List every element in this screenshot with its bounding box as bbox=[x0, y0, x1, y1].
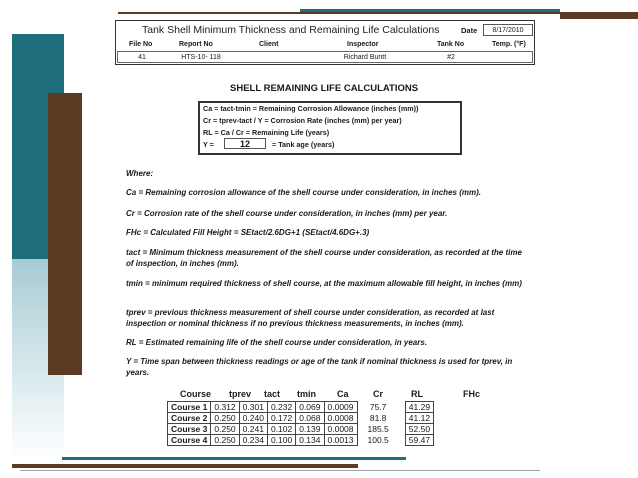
table-cell: Course 4 bbox=[168, 435, 211, 446]
th-cr: Cr bbox=[373, 389, 384, 399]
table-cell: 100.5 bbox=[367, 435, 389, 445]
def-rl: RL = Estimated remaining life of the shell course under consideration, in years. bbox=[126, 338, 428, 347]
table-cell: 75.7 bbox=[369, 402, 387, 412]
table-cell: 0.240 bbox=[239, 413, 267, 424]
col-client: Client bbox=[259, 41, 279, 48]
table-cell: 81.8 bbox=[369, 413, 387, 423]
table-cell: 0.312 bbox=[211, 402, 239, 413]
date-label: Date bbox=[461, 26, 478, 35]
th-rl: RL bbox=[411, 389, 423, 399]
table-row bbox=[168, 413, 434, 424]
side-brown-block bbox=[48, 93, 82, 375]
table-cell: 0.232 bbox=[267, 402, 295, 413]
table-cell: 0.0013 bbox=[324, 435, 357, 446]
table-cell: 0.250 bbox=[211, 424, 239, 435]
table-cell: 0.069 bbox=[296, 402, 324, 413]
file-no-value[interactable]: 41 bbox=[138, 54, 146, 61]
table-cell: 0.301 bbox=[239, 402, 267, 413]
table-cell: 0.068 bbox=[296, 413, 324, 424]
table-cell: 0.0009 bbox=[324, 402, 357, 413]
table-cell: 0.0008 bbox=[324, 413, 357, 424]
date-field[interactable]: 8/17/2010 bbox=[483, 24, 533, 36]
col-inspector: Inspector bbox=[347, 41, 379, 48]
th-tmin: tmin bbox=[297, 389, 316, 399]
col-report-no: Report No bbox=[179, 41, 213, 48]
tank-age-field[interactable]: 12 bbox=[224, 138, 266, 149]
table-cell: 0.250 bbox=[211, 413, 239, 424]
table-row bbox=[168, 402, 434, 413]
where-label: Where: bbox=[126, 169, 154, 178]
th-course: Course bbox=[180, 389, 212, 399]
th-fhc: FHc bbox=[463, 389, 481, 399]
table-row bbox=[168, 435, 434, 446]
th-ca: Ca bbox=[337, 389, 349, 399]
bottom-rule bbox=[20, 470, 540, 471]
col-file-no: File No bbox=[129, 41, 153, 48]
results-table bbox=[167, 401, 434, 446]
table-cell: 41.12 bbox=[405, 413, 433, 424]
table-cell: 0.241 bbox=[239, 424, 267, 435]
section-title: SHELL REMAINING LIFE CALCULATIONS bbox=[230, 83, 419, 94]
table-cell: 52.50 bbox=[405, 424, 433, 435]
tank-no-value[interactable]: #2 bbox=[447, 54, 455, 61]
bottom-brown-bar bbox=[12, 464, 358, 468]
th-tact: tact bbox=[264, 389, 281, 399]
report-no-value[interactable]: HTS-10- 118 bbox=[181, 54, 221, 61]
formula-rl: RL = Ca / Cr = Remaining Life (years) bbox=[203, 128, 330, 137]
def-y: Y = Time span between thickness readings or age of the tank if nominal thickness is used for tprev, in years. bbox=[126, 357, 513, 377]
table-row bbox=[168, 424, 434, 435]
table-cell: 185.5 bbox=[367, 424, 389, 434]
formula-y-desc: = Tank age (years) bbox=[272, 140, 335, 149]
table-cell: 59.47 bbox=[405, 435, 433, 446]
formula-ca: Ca = tact-tmin = Remaining Corrosion Allowance (inches (mm)) bbox=[203, 104, 419, 113]
inspector-value[interactable]: Richard Buntt bbox=[343, 54, 387, 61]
table-cell: 0.234 bbox=[239, 435, 267, 446]
table-cell: Course 3 bbox=[168, 424, 211, 435]
table-cell: 0.102 bbox=[267, 424, 295, 435]
table-cell: 0.172 bbox=[267, 413, 295, 424]
formula-y-label: Y = bbox=[203, 140, 214, 149]
table-cell: Course 1 bbox=[168, 402, 211, 413]
table-cell: Course 2 bbox=[168, 413, 211, 424]
def-ca: Ca = Remaining corrosion allowance of the shell course under consideration, in inches (mm). bbox=[126, 188, 481, 197]
table-cell: 0.250 bbox=[211, 435, 239, 446]
top-corner-bar bbox=[560, 14, 638, 19]
formula-cr: Cr = tprev-tact / Y = Corrosion Rate (inches (mm) per year) bbox=[203, 116, 402, 125]
th-tprev: tprev bbox=[229, 389, 252, 399]
def-tprev: tprev = previous thickness measurement of shell course under consideration, as recorded at last inspection or nominal thickness if no previous thickness measurements, in inches (mm). bbox=[126, 308, 495, 328]
table-cell: 41.29 bbox=[405, 402, 433, 413]
bottom-accent-bar bbox=[62, 457, 406, 460]
table-cell: 0.134 bbox=[296, 435, 324, 446]
def-tmin: tmin = minimum required thickness of shell course, at the maximum allowable fill height, in inches (mm) bbox=[126, 279, 522, 288]
table-cell: 0.139 bbox=[296, 424, 324, 435]
table-cell: 0.100 bbox=[267, 435, 295, 446]
col-tank-no: Tank No bbox=[437, 41, 465, 48]
def-tact: tact = Minimum thickness measurement of the shell course under consideration, as recorded at the time of inspection, in inches (mm). bbox=[126, 248, 522, 268]
def-cr: Cr = Corrosion rate of the shell course under consideration, in inches (mm) per year. bbox=[126, 209, 448, 218]
table-cell: 0.0008 bbox=[324, 424, 357, 435]
def-fhc: FHc = Calculated Fill Height = SEtact/2.6DG+1 (SEtact/4.6DG+.3) bbox=[126, 228, 370, 237]
report-title: Tank Shell Minimum Thickness and Remaining Life Calculations bbox=[142, 24, 440, 36]
col-temp: Temp. (°F) bbox=[492, 41, 526, 48]
